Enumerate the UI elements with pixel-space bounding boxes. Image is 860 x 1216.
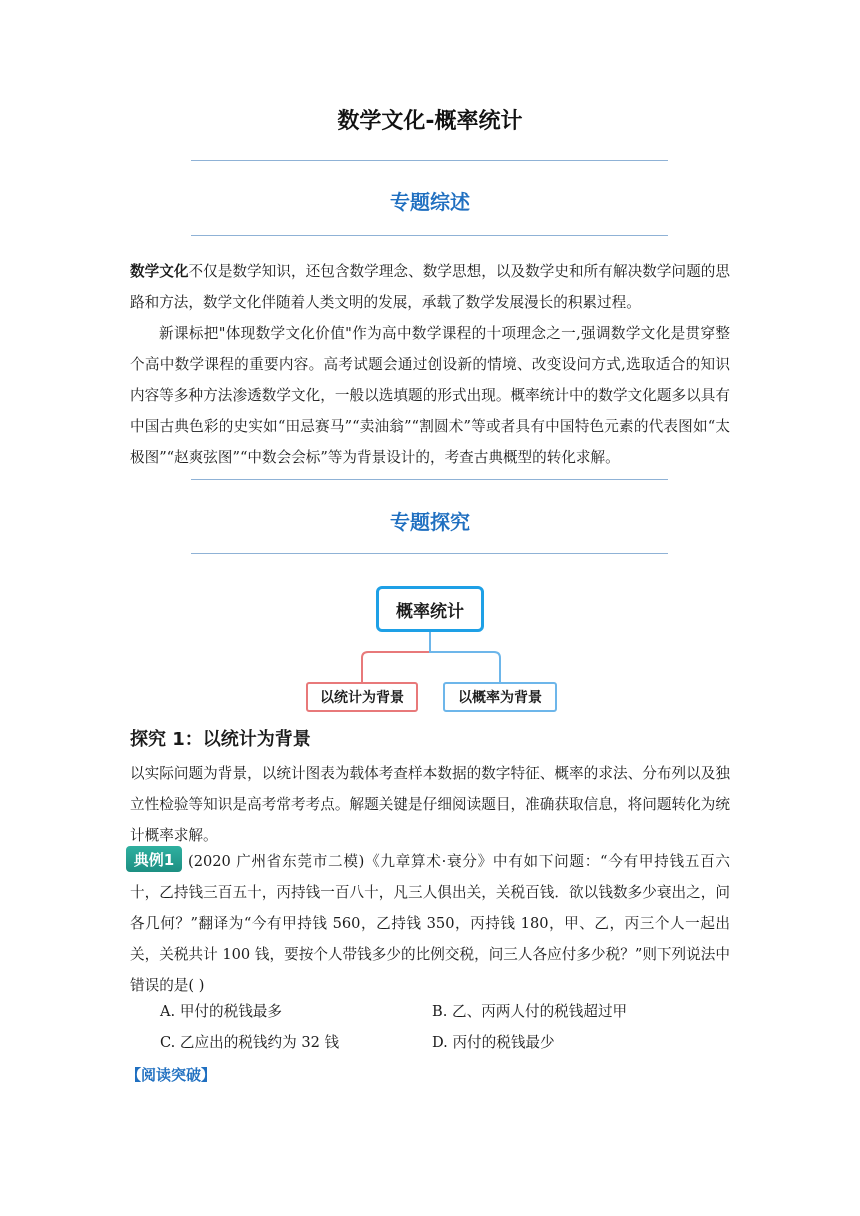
mindmap-node-statistics: 以统计为背景	[306, 682, 418, 712]
term-math-culture: 数学文化	[130, 263, 189, 280]
divider	[191, 235, 668, 236]
example-text: (2020 广州省东莞市二模)《九章算术·衰分》中有如下问题：“今有甲持钱五百六十，乙持钱三百五十，丙持钱一百八十，凡三人俱出关，关税百钱．欲以钱数多少衰出之，问各几何？”翻译为“今有甲持钱 560，乙持钱 350，丙持钱 180，甲、乙，丙三个人一起出关，关税共计 100 钱，要按个人带钱多少的比例交税，问三人各应付多少税？”则下列说法中错误的是( )	[130, 853, 730, 994]
overview-paragraph-2: 新课标把"体现数学文化价值"作为高中数学课程的十项理念之一,强调数学文化是贯穿整个高中数学课程的重要内容。高考试题会通过创设新的情境、改变设问方式,选取适合的知识内容等多种方法渗透数学文化，一般以选填题的形式出现。概率统计中的数学文化题多以具有中国古典色彩的史实如“田忌赛马”“卖油翁”“割圆术”等或者具有中国特色元素的代表图如“太极图”“赵爽弦图”“中数会会标”等为背景设计的，考查古典概型的转化求解。	[130, 325, 730, 466]
overview-p1-text: 不仅是数学知识，还包含数学理念、数学思想，以及数学史和所有解决数学问题的思路和方法，数学文化伴随着人类文明的发展，承载了数学发展漫长的积累过程。	[130, 263, 730, 311]
mindmap-node-probability: 以概率为背景	[443, 682, 557, 712]
choice-d: D. 丙付的税钱最少	[432, 1034, 555, 1051]
example-problem	[130, 846, 730, 1001]
explore-heading: 专题探究	[390, 510, 470, 534]
divider	[191, 479, 668, 480]
overview-paragraph-1	[130, 256, 730, 318]
mindmap-root-node: 概率统计	[376, 586, 484, 632]
section1-heading: 探究 1：以统计为背景	[130, 729, 311, 750]
mindmap-connectors	[300, 628, 570, 688]
section1-intro: 以实际问题为背景，以统计图表为载体考查样本数据的数字特征、概率的求法、分布列以及独立性检验等知识是高考常考考点。解题关键是仔细阅读题目，准确获取信息，将问题转化为统计概率求解。	[130, 765, 730, 844]
divider	[191, 160, 668, 161]
choice-a: A. 甲付的税钱最多	[160, 1003, 282, 1020]
example-badge: 典例1	[126, 846, 182, 872]
reading-breakthrough-heading: 【阅读突破】	[126, 1066, 217, 1084]
choice-c: C. 乙应出的税钱约为 32 钱	[160, 1034, 340, 1051]
document-title: 数学文化-概率统计	[337, 109, 523, 134]
choice-b: B. 乙、丙两人付的税钱超过甲	[432, 1003, 628, 1020]
divider	[191, 553, 668, 554]
overview-heading: 专题综述	[390, 190, 470, 214]
